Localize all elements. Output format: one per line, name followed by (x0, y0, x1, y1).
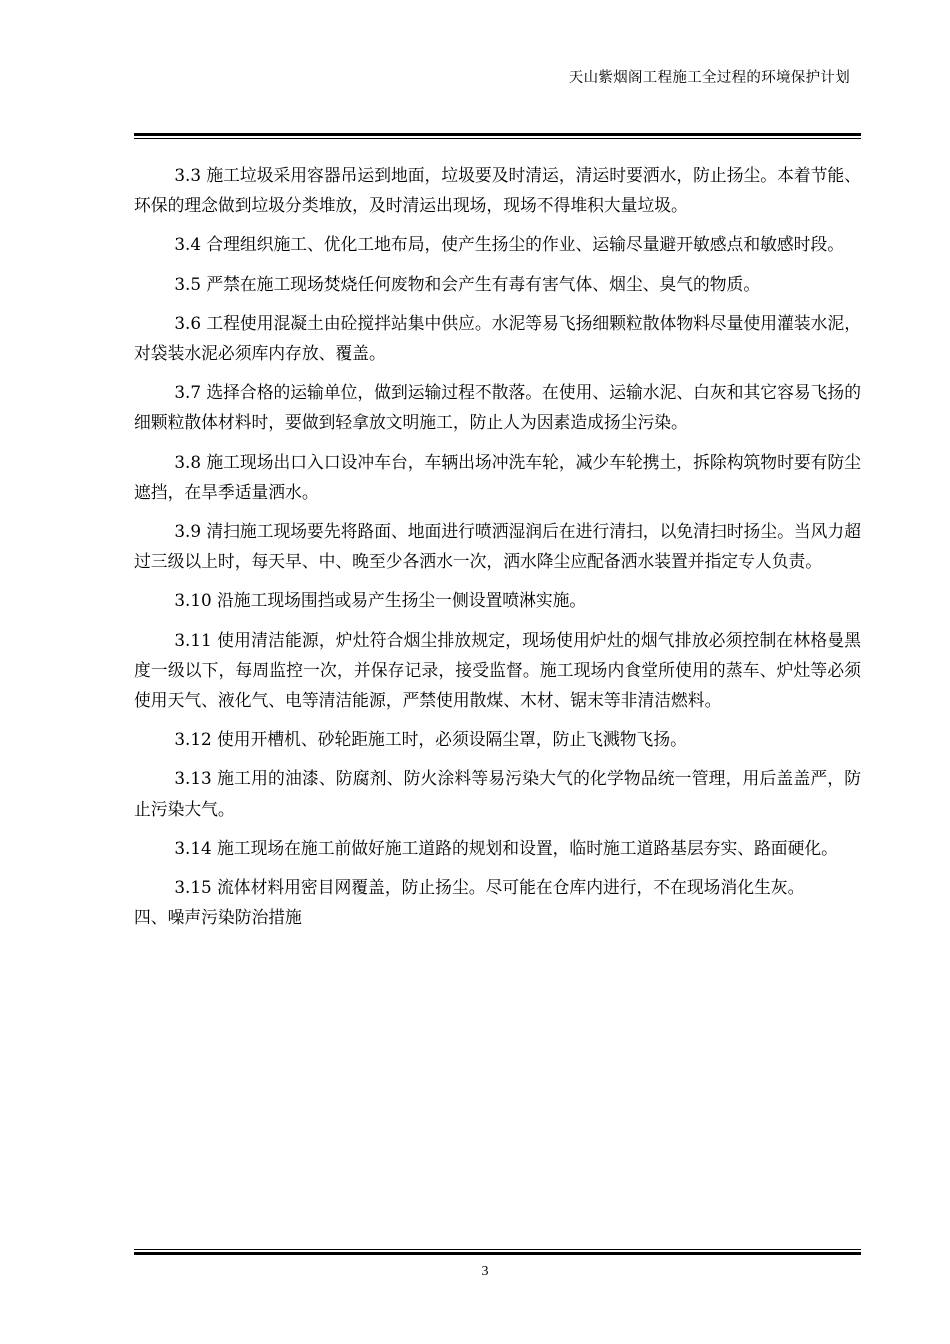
document-header-title: 天山紫烟阁工程施工全过程的环境保护计划 (568, 70, 850, 86)
paragraph-3-7: 3.7 选择合格的运输单位，做到运输过程不散落。在使用、运输水泥、白灰和其它容易飞扬的细颗粒散体材料时，要做到轻拿放文明施工，防止人为因素造成扬尘污染。 (134, 382, 861, 433)
paragraph-3-13: 3.13 施工用的油漆、防腐剂、防火涂料等易污染大气的化学物品统一管理，用后盖盖严，防止污染大气。 (134, 768, 861, 819)
paragraph-3-14: 3.14 施工现场在施工前做好施工道路的规划和设置，临时施工道路基层夯实、路面硬化。 (174, 837, 838, 858)
paragraph-3-12: 3.12 使用开槽机、砂轮距施工时，必须设隔尘罩，防止飞溅物飞扬。 (174, 729, 687, 750)
paragraph-3-8: 3.8 施工现场出口入口设冲车台，车辆出场冲洗车轮，减少车轮携土，拆除构筑物时要有防尘遮挡，在旱季适量洒水。 (134, 451, 861, 502)
paragraph-3-5: 3.5 严禁在施工现场焚烧任何废物和会产生有毒有害气体、烟尘、臭气的物质。 (174, 273, 761, 294)
paragraph-3-9: 3.9 清扫施工现场要先将路面、地面进行喷洒湿润后在进行清扫，以免清扫时扬尘。当风力超过三级以上时，每天早、中、晚至少各洒水一次，洒水降尘应配备洒水装置并指定专人负责。 (134, 521, 861, 572)
paragraph-3-6: 3.6 工程使用混凝土由砼搅拌站集中供应。水泥等易飞扬细颗粒散体物料尽量使用灌装水泥，对袋装水泥必须库内存放、覆盖。 (134, 312, 861, 364)
paragraph-3-3: 3.3 施工垃圾采用容器吊运到地面，垃圾要及时清运，清运时要洒水，防止扬尘。本着节能、环保的理念做到垃圾分类堆放，及时清运出现场，现场不得堆积大量垃圾。 (134, 165, 861, 216)
paragraph-3-11: 3.11 使用清洁能源，炉灶符合烟尘排放规定，现场使用炉灶的烟气排放必须控制在林格曼黑度一级以下，每周监控一次，并保存记录，接受监督。施工现场内食堂所使用的蒸车、炉灶等必须使用天气、液化气、电等清洁能源，严禁使用散煤、木材、锯末等非清洁燃料。 (134, 629, 861, 711)
paragraph-3-10: 3.10 沿施工现场围挡或易产生扬尘一侧设置喷淋实施。 (174, 590, 587, 611)
footer-divider (134, 1249, 861, 1255)
page-number: 3 (481, 1264, 489, 1279)
paragraph-3-4: 3.4 合理组织施工、优化工地布局，使产生扬尘的作业、运输尽量避开敏感点和敏感时段。 (174, 234, 845, 255)
document-body (134, 160, 861, 932)
header-divider (134, 133, 861, 139)
section-heading: 四、噪声污染防治措施 (134, 907, 302, 928)
paragraph-3-15: 3.15 流体材料用密目网覆盖，防止扬尘。尽可能在仓库内进行，不在现场消化生灰。 (174, 877, 805, 898)
